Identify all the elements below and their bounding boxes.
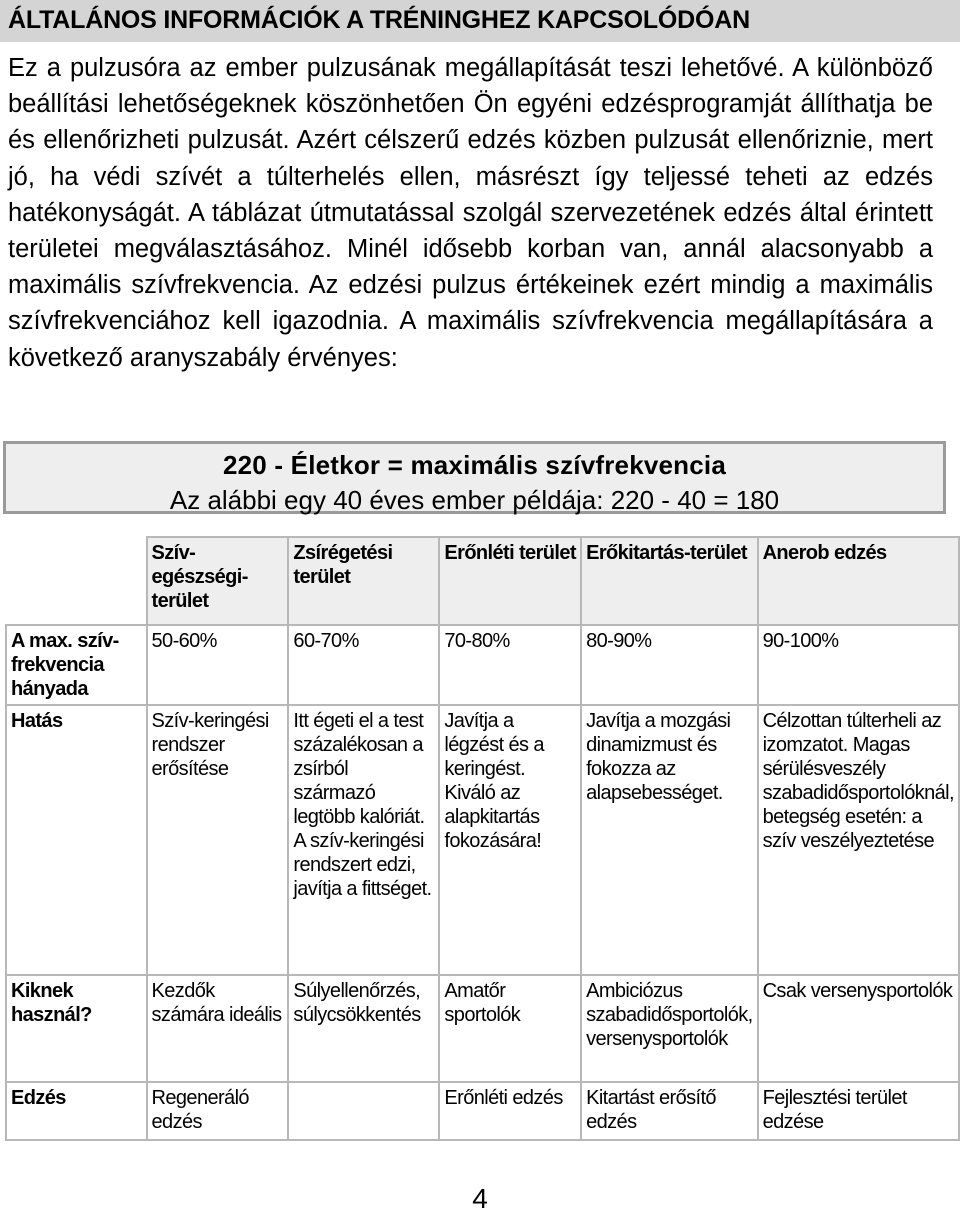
- table-cell: Kezdők számára ideális: [147, 975, 289, 1082]
- table-cell: Fejlesztési terület edzése: [758, 1082, 959, 1140]
- formula-box: [3, 441, 946, 514]
- table-cell: Kitartást erősítő edzés: [581, 1082, 758, 1140]
- page-number: 4: [472, 1183, 488, 1214]
- table-cell: Szív-keringési rendszer erősítése: [147, 705, 289, 975]
- table-row: [6, 625, 959, 705]
- row-header: Hatás: [6, 705, 147, 975]
- table-cell: Regeneráló edzés: [147, 1082, 289, 1140]
- table-cell: 70-80%: [439, 625, 581, 705]
- table-row: [6, 705, 959, 975]
- table-cell: Javítja a légzést és a keringést. Kiváló az alapkitartás fokozására!: [439, 705, 581, 975]
- table-cell: [288, 1082, 439, 1140]
- column-header: Zsírégetési terület: [288, 537, 439, 625]
- table-row: [6, 975, 959, 1082]
- table-header-row: [6, 537, 959, 625]
- table-cell: 50-60%: [147, 625, 289, 705]
- heart-rate-zone-table: [5, 536, 960, 1141]
- column-header: Erőnléti terület: [439, 537, 581, 625]
- table-cell: Javítja a mozgási dinamizmust és fokozza az alapsebességet.: [581, 705, 758, 975]
- table-cell: Célzottan túlterheli az izomzatot. Magas sérülésveszély szabadidősportolóknál, betegség esetén: a szív veszélyeztetése: [758, 705, 959, 975]
- column-header: Anerob edzés: [758, 537, 959, 625]
- intro-paragraph: [8, 50, 933, 376]
- table-cell: Súlyellenőrzés, súlycsökkentés: [288, 975, 439, 1082]
- table-cell: Ambiciózus szabadidősportolók, versenysportolók: [581, 975, 758, 1082]
- table-cell: Csak versenysportolók: [758, 975, 959, 1082]
- table-cell: 60-70%: [288, 625, 439, 705]
- table-cell: Erőnléti edzés: [439, 1082, 581, 1140]
- table-cell: 80-90%: [581, 625, 758, 705]
- section-title: ÁLTALÁNOS INFORMÁCIÓK A TRÉNINGHEZ KAPCSOLÓDÓAN: [8, 6, 750, 34]
- row-header: A max. szív-frekvencia hányada: [6, 625, 147, 705]
- intro-text: Ez a pulzusóra az ember pulzusának megállapítását teszi lehetővé. A különböző beállítási lehetőségeknek köszönhetően Ön egyéni edzésprogramját állíthatja be és ellenőrizheti pulzusát. Azért célszerű edzés közben pulzusát ellenőriznie, mert jó, ha védi szívét a túlterhelés ellen, másrészt így teljessé teheti az edzés hatékonyságát. A táblázat útmutatással szolgál szervezetének edzés által érintett területei megválasztásához. Minél idősebb korban van, annál alacsonyabb a maximális szívfrekvencia. Az edzési pulzus értékeinek ezért mindig a maximális szívfrekvenciához kell igazodnia. A maximális szívfrekvencia megállapítására a következő aranyszabály érvényes:: [8, 54, 933, 372]
- row-header: Edzés: [6, 1082, 147, 1140]
- column-header: Erőkitartás-terület: [581, 537, 758, 625]
- row-header: Kiknek használ?: [6, 975, 147, 1082]
- table-cell: Amatőr sportolók: [439, 975, 581, 1082]
- formula-main: 220 - Életkor = maximális szívfrekvencia: [222, 450, 726, 480]
- formula-example: Az alábbi egy 40 éves ember példája: 220 - 40 = 180: [169, 485, 780, 515]
- table-cell: 90-100%: [758, 625, 959, 705]
- table-row: [6, 1082, 959, 1140]
- column-header: Szív-egészségi-terület: [147, 537, 289, 625]
- table-cell: Itt égeti el a test százalékosan a zsírból származó legtöbb kalóriát. A szív-keringési rendszert edzi, javítja a fittséget.: [288, 705, 439, 975]
- table-corner-cell: [6, 537, 147, 625]
